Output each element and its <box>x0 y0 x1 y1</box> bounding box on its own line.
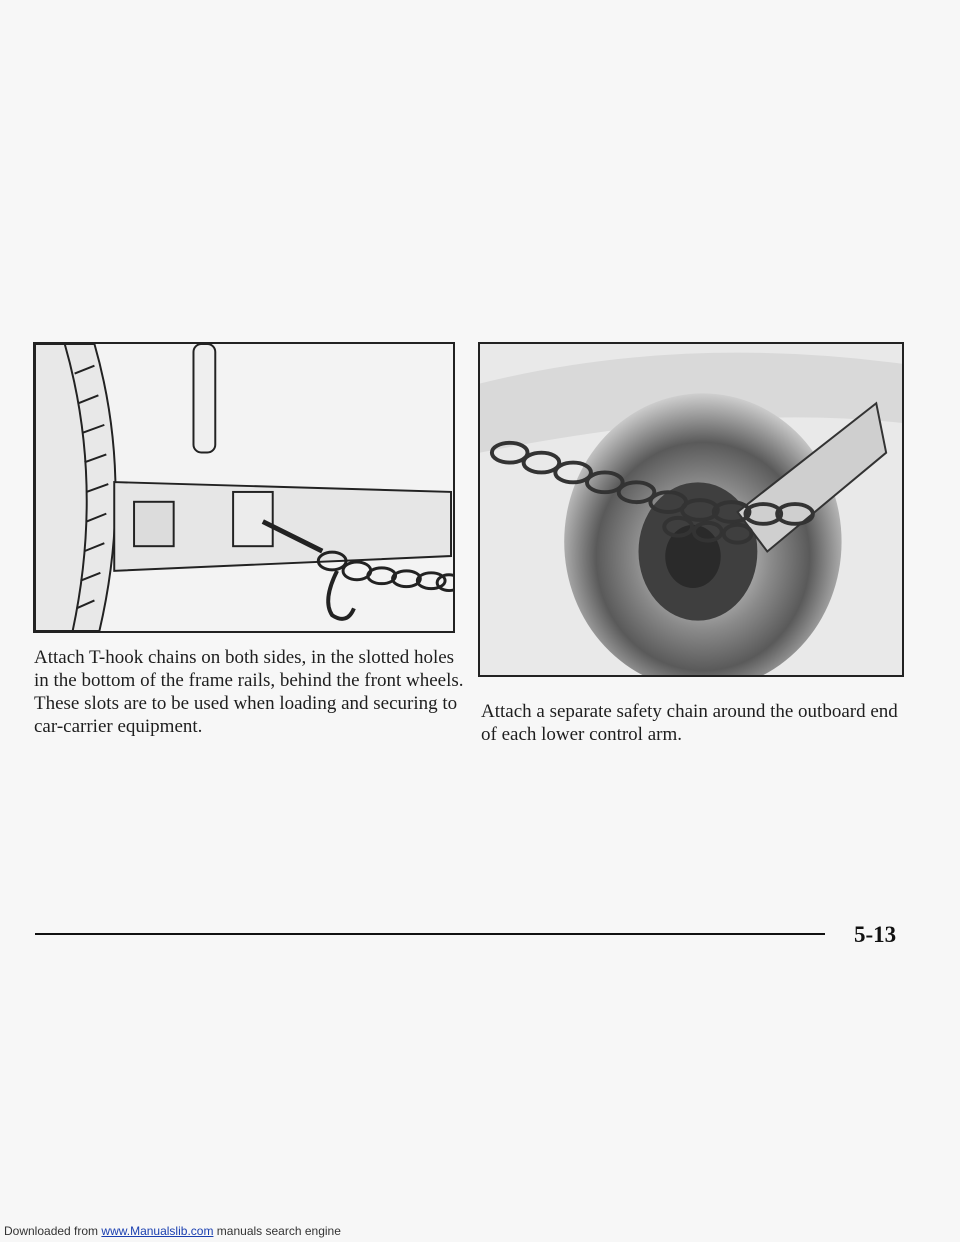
footer-suffix: manuals search engine <box>216 1224 341 1238</box>
illustration-safety-chain <box>478 342 904 677</box>
footer-prefix: Downloaded from <box>4 1224 99 1238</box>
download-footer <box>4 1224 341 1238</box>
safety-chain-drawing <box>480 344 902 675</box>
manualslib-link[interactable]: www.Manualslib.com <box>101 1224 214 1238</box>
footer-rule <box>35 933 825 935</box>
caption-safety-chain: Attach a separate safety chain around the outboard end of each lower control arm. <box>481 701 898 745</box>
t-hook-chain-drawing <box>35 344 453 631</box>
page-number: 5-13 <box>854 922 897 947</box>
illustration-t-hook-chain <box>33 342 455 633</box>
caption-t-hook-chains: Attach T-hook chains on both sides, in the slotted holes in the bottom of the frame rails, behind the front wheels. These slots are to be used when loading and securing to car-carrier equipment. <box>34 647 464 737</box>
